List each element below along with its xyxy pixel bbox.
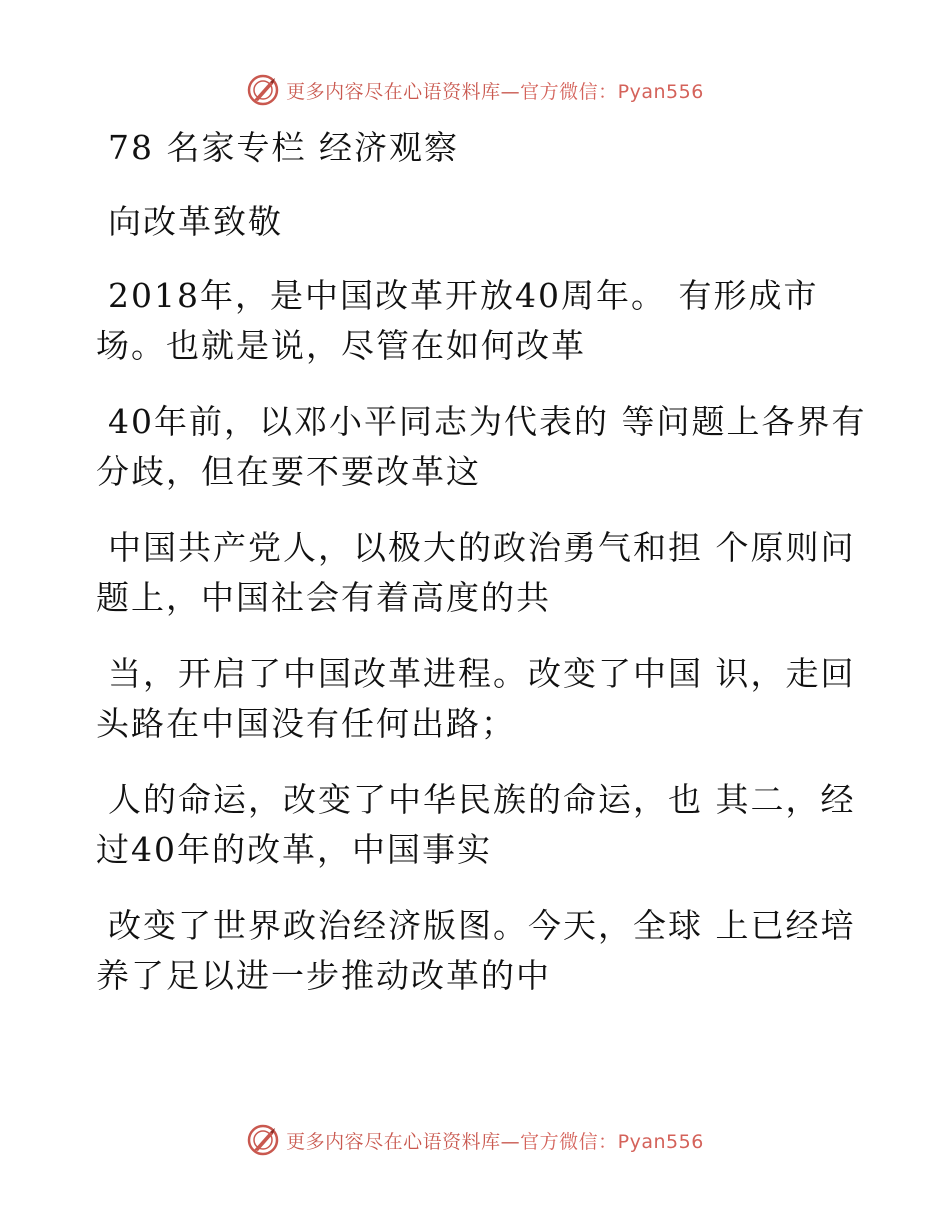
article-line: 过40年的改革，中国事实 bbox=[96, 830, 492, 869]
watermark-text bbox=[286, 1127, 704, 1154]
watermark-group bbox=[246, 1123, 704, 1157]
article-line: 养了足以进一步推动改革的中 bbox=[96, 956, 551, 995]
article-line: 头路在中国没有任何出路； bbox=[96, 704, 516, 743]
quill-logo-icon bbox=[246, 73, 280, 107]
watermark-separator: — bbox=[500, 1130, 521, 1153]
article-line: 当，开启了中国改革进程。改变了中国 识，走回 bbox=[108, 654, 856, 693]
page-content bbox=[96, 123, 866, 1001]
article-line: 2018年，是中国改革开放40周年。 有形成市 bbox=[108, 276, 819, 315]
article-line: 场。也就是说，尽管在如何改革 bbox=[96, 326, 586, 365]
quill-logo-icon bbox=[246, 1123, 280, 1157]
page-header bbox=[96, 123, 866, 173]
watermark-separator: — bbox=[500, 80, 521, 103]
article-line: 题上，中国社会有着高度的共 bbox=[96, 578, 551, 617]
article-line: 人的命运，改变了中华民族的命运，也 其二，经 bbox=[108, 780, 856, 819]
article-line: 改变了世界政治经济版图。今天，全球 上已经培 bbox=[108, 906, 856, 945]
watermark-banner-top bbox=[0, 70, 950, 110]
article-line: 40年前，以邓小平同志为代表的 等问题上各界有 bbox=[108, 402, 867, 441]
watermark-text bbox=[286, 77, 704, 104]
article-title: 向改革致敬 bbox=[108, 202, 283, 241]
article-line: 中国共产党人，以极大的政治勇气和担 个原则问 bbox=[108, 528, 856, 567]
page-number: 78 bbox=[108, 128, 154, 167]
column-title: 名家专栏 经济观察 bbox=[166, 128, 459, 167]
article-line: 分歧，但在要不要改革这 bbox=[96, 452, 481, 491]
watermark-brand: 更多内容尽在心语资料库 bbox=[286, 1130, 501, 1153]
watermark-group bbox=[246, 73, 704, 107]
watermark-banner-bottom bbox=[0, 1120, 950, 1160]
watermark-contact: 官方微信：Pyan556 bbox=[520, 1130, 704, 1153]
watermark-contact: 官方微信：Pyan556 bbox=[520, 80, 704, 103]
watermark-brand: 更多内容尽在心语资料库 bbox=[286, 80, 501, 103]
